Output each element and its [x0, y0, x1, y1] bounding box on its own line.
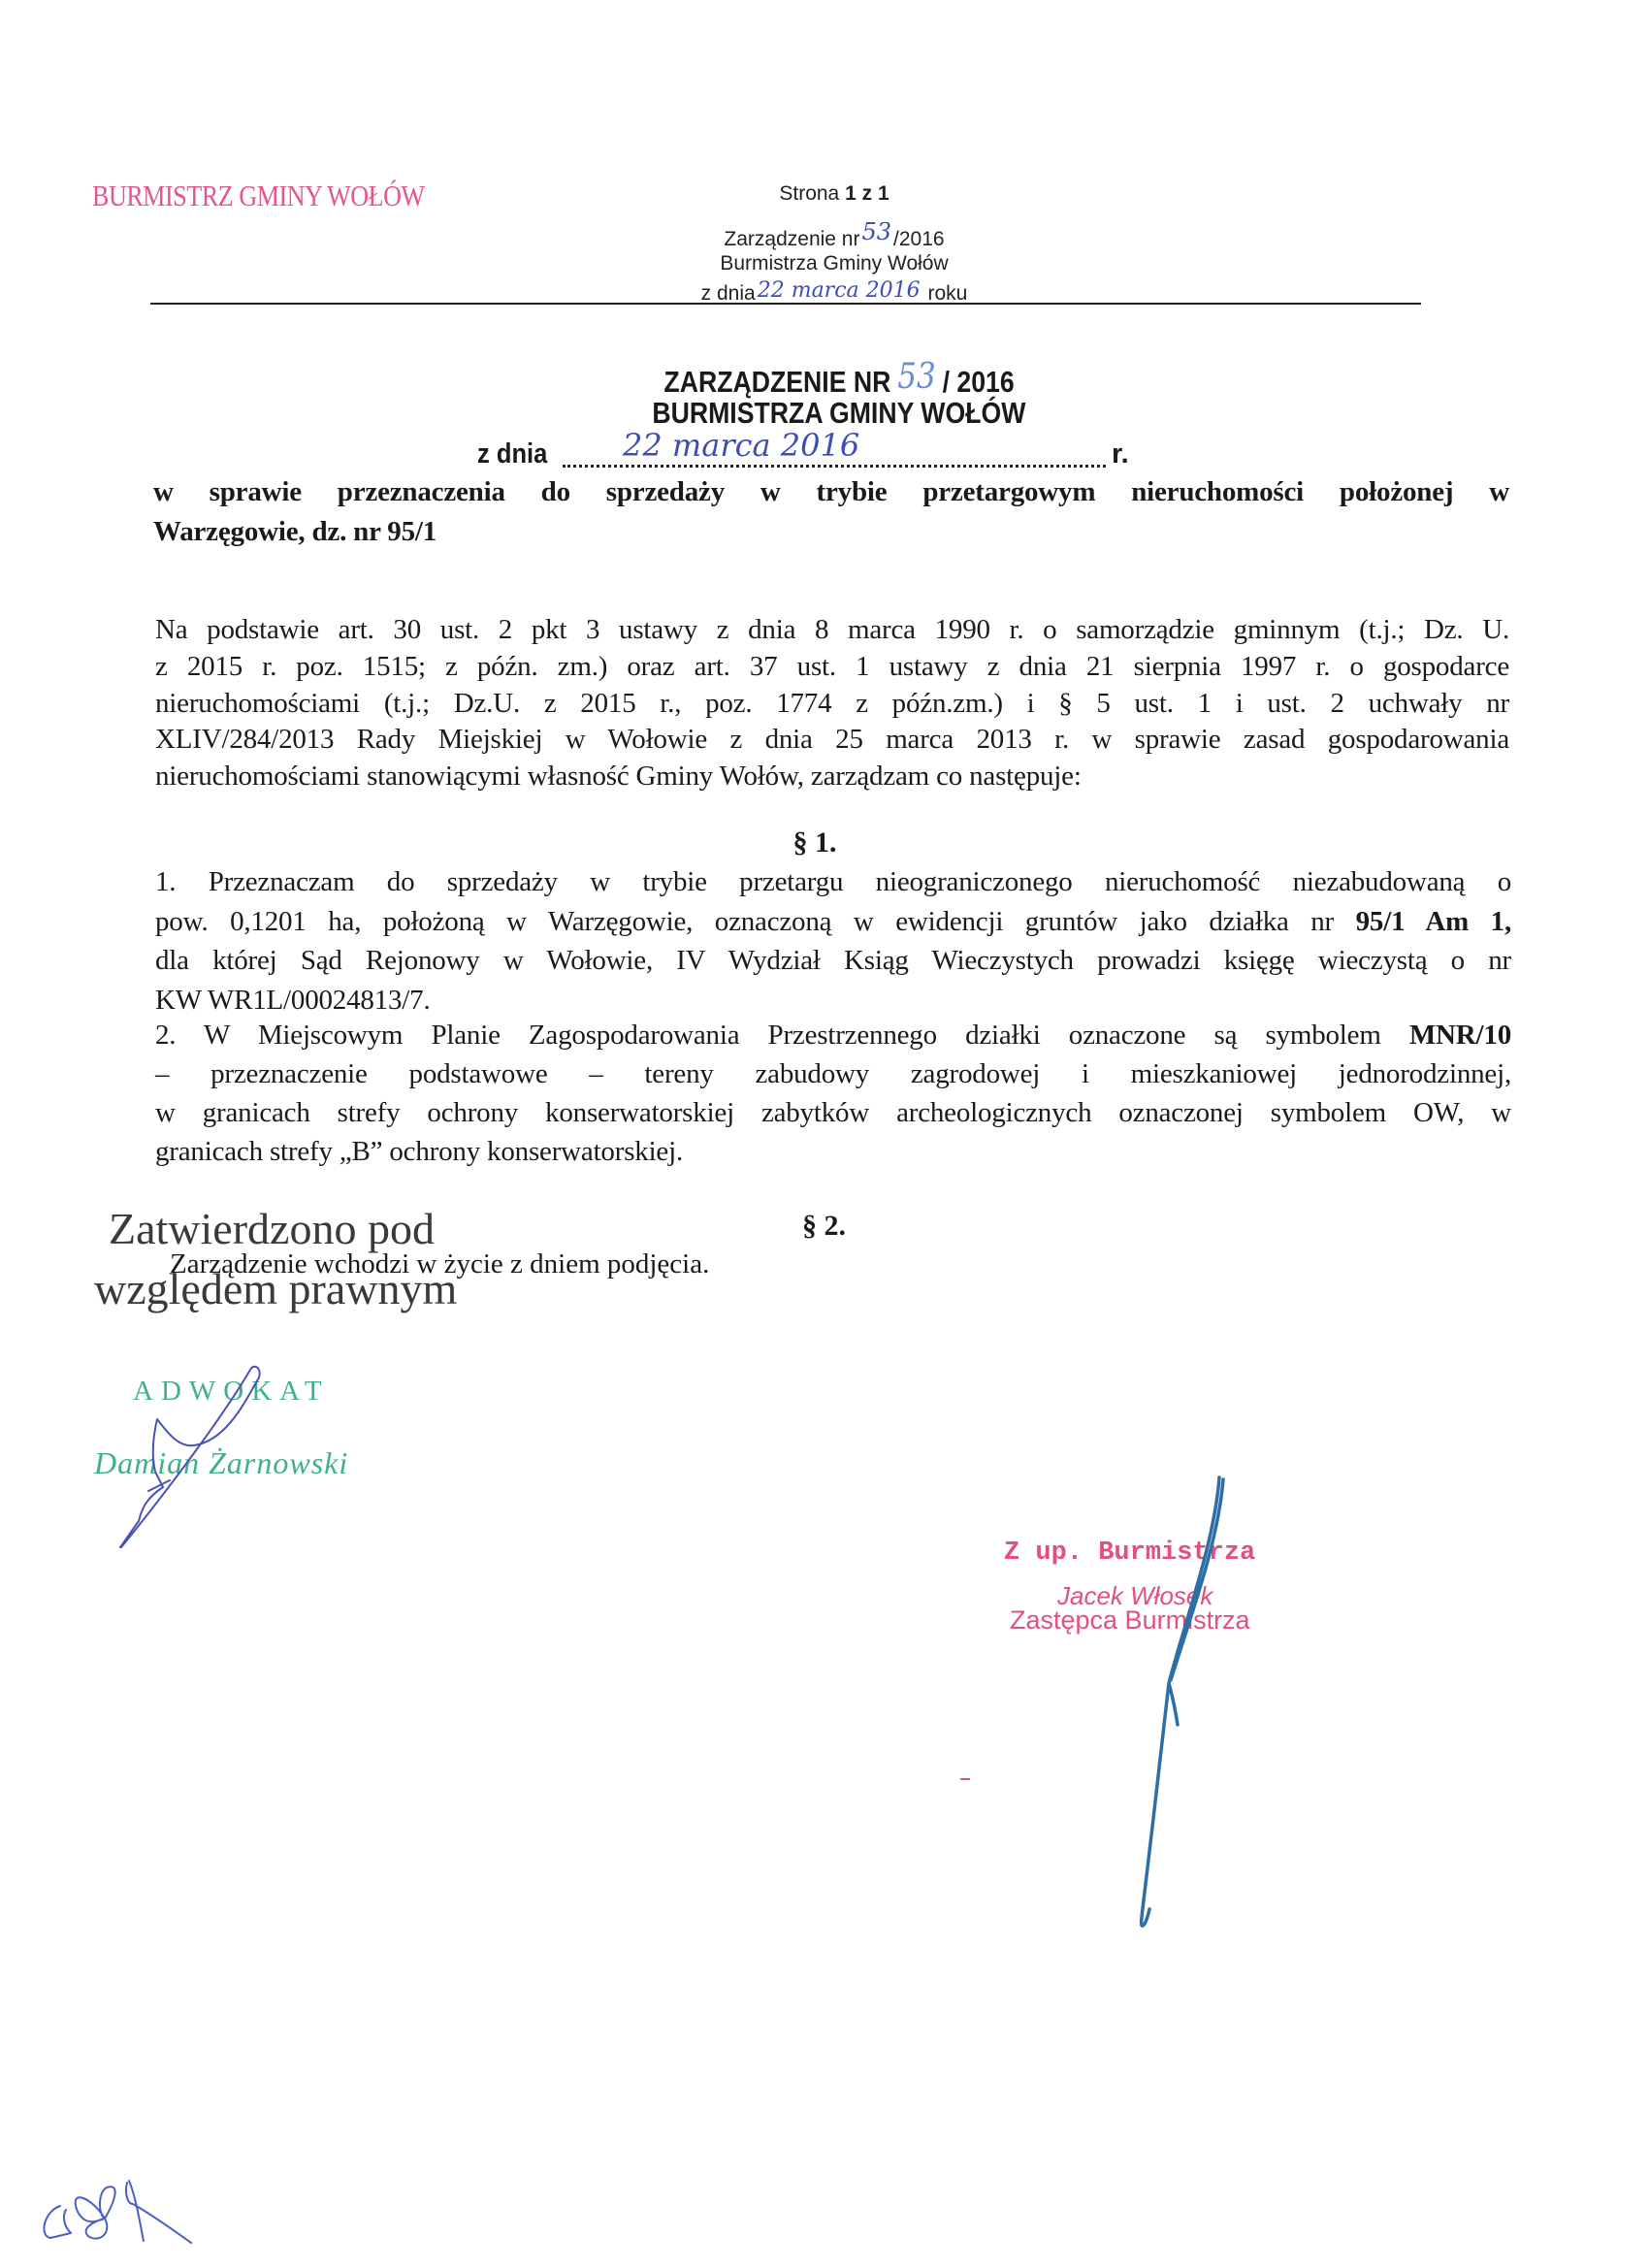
page-of: z [861, 182, 873, 205]
text-segment: – przeznaczenie podstawowe – tereny zabudowy zagrodowej i mieszkaniowej jednorodzinnej, [155, 1058, 1511, 1089]
header-issuer: Burmistrza Gminy Wołów [720, 252, 949, 275]
text-line [155, 759, 1509, 795]
legal-approval-stamp-line-2: względem prawnym [94, 1264, 458, 1313]
lawyer-stamp-name: Damian Żarnowski [94, 1445, 349, 1480]
subject-paragraph [153, 472, 1509, 552]
office-stamp-header: BURMISTRZ GMINY WOŁÓW [92, 178, 425, 212]
section-2-heading: § 2. [802, 1210, 846, 1242]
text-line [155, 1054, 1511, 1093]
section-1-item-2 [155, 1016, 1511, 1171]
page-indicator [630, 182, 1038, 206]
text-line [155, 1093, 1511, 1132]
document-title [388, 357, 1290, 401]
header-ref-prefix: Zarządzenie nr [724, 228, 860, 250]
header-ref-suffix: /2016 [893, 228, 945, 250]
title-date-suffix: r. [1112, 438, 1129, 470]
text-segment: Na podstawie art. 30 ust. 2 pkt 3 ustawy z dnia 8 marca 1990 r. o samorządzie gminnym (t.j.; Dz. U. [155, 614, 1509, 645]
text-segment: dla której Sąd Rejonowy w Wołowie, IV Wydział Ksiąg Wieczystych prowadzi księgę wieczystą o nr [155, 945, 1511, 976]
legal-approval-stamp-line-1: Zatwierdzono pod [109, 1204, 435, 1253]
bold-text: 95/1 Am 1, [1355, 905, 1511, 937]
text-segment: Warzęgowie, dz. nr 95/1 [153, 516, 437, 547]
text-line [155, 941, 1511, 981]
text-line [155, 1132, 1511, 1171]
header-reference [630, 218, 1038, 251]
legal-basis-paragraph [155, 612, 1509, 795]
header-date-prefix: z dnia [700, 282, 756, 305]
text-segment: KW WR1L/00024813/7. [155, 984, 431, 1016]
page-current: 1 [845, 182, 857, 205]
text-segment: granicach strefy „B” ochrony konserwatorskiej. [155, 1136, 684, 1167]
title-suffix: / 2016 [942, 365, 1015, 399]
page-total: 1 [877, 182, 889, 205]
mayor-stamp-authority: Z up. Burmistrza [1004, 1539, 1256, 1568]
title-date-prefix: z dnia [477, 438, 548, 470]
title-issuer: BURMISTRZA GMINY WOŁÓW [652, 396, 1026, 430]
text-segment: 1. Przeznaczam do sprzedaży w trybie przetargu nieograniczonego nieruchomość niezabudowaną o [155, 866, 1511, 897]
text-line [153, 472, 1509, 512]
lawyer-stamp-title: ADWOKAT [133, 1376, 330, 1407]
section-2-text: Zarządzenie wchodzi w życie z dniem podjęcia. [170, 1248, 710, 1280]
dotted-leader [563, 465, 1106, 468]
text-line [155, 686, 1509, 723]
text-line [155, 862, 1511, 902]
text-segment: 2. W Miejscowym Planie Zagospodarowania Przestrzennego działki oznaczone są symbolem [155, 1020, 1409, 1051]
text-segment: w granicach strefy ochrony konserwatorskiej zabytków archeologicznych oznaczonej symbolem OW, w [155, 1097, 1511, 1128]
text-line [155, 902, 1511, 942]
page-label: Strona [779, 182, 840, 205]
bold-text: MNR/10 [1408, 1020, 1511, 1051]
section-1-heading: § 1. [792, 826, 837, 859]
handwritten-number: 53 [861, 218, 892, 245]
mayor-stamp-role: Zastępca Burmistrza [1010, 1605, 1250, 1635]
handwritten-date: 22 marca 2016 [757, 278, 921, 303]
header-date-suffix: roku [927, 282, 968, 305]
document-issuer-title [388, 396, 1290, 431]
text-line [153, 512, 1509, 552]
text-segment: nieruchomościami (t.j.; Dz.U. z 2015 r., poz. 1774 z późn.zm.) i § 5 ust. 1 i ust. 2 uchwały nr [155, 687, 1509, 719]
text-segment: z 2015 r. poz. 1515; z późn. zm.) oraz art. 37 ust. 1 ustawy z dnia 21 sierpnia 1997 r. o gospodarce [155, 650, 1509, 682]
header-divider [150, 303, 1421, 305]
text-line [155, 722, 1509, 759]
title-date-line [477, 427, 1156, 477]
mayor-stamp-name: Jacek Włosek [1057, 1581, 1213, 1610]
text-segment: w sprawie przeznaczenia do sprzedaży w trybie przetargowym nieruchomości położonej w [153, 476, 1509, 507]
initials-mark [44, 2181, 191, 2243]
text-segment: pow. 0,1201 ha, położoną w Warzęgowie, oznaczoną w ewidencji gruntów jako działka nr [155, 905, 1356, 937]
text-line [155, 1016, 1511, 1054]
section-1-item-1 [155, 862, 1511, 1020]
title-prefix: ZARZĄDZENIE NR [663, 365, 891, 399]
text-line [155, 612, 1509, 649]
text-line [155, 981, 1511, 1021]
text-segment: XLIV/284/2013 Rady Miejskiej w Wołowie z dnia 25 marca 2013 r. w sprawie zasad gospodarowania [155, 724, 1509, 756]
handwritten-title-number: 53 [897, 357, 936, 397]
text-line [155, 649, 1509, 686]
text-segment: nieruchomościami stanowiącymi własność Gminy Wołów, zarządzam co następuje: [155, 761, 1082, 793]
handwritten-title-date: 22 marca 2016 [623, 427, 860, 464]
